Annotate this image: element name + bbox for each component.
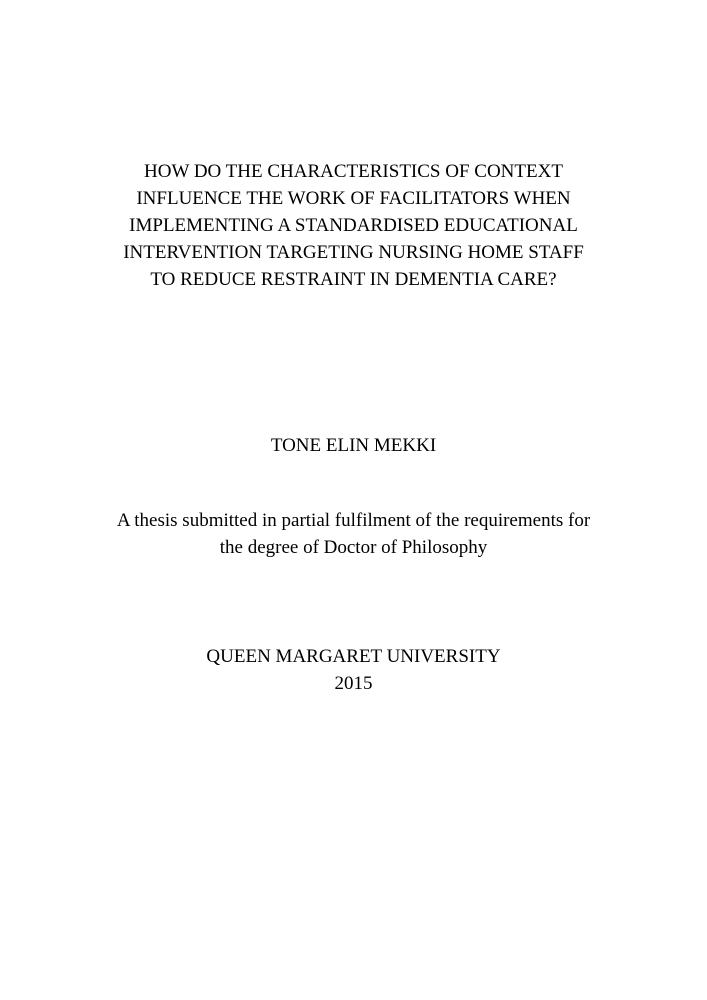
author-name [0, 432, 707, 459]
thesis-title-line: INFLUENCE THE WORK OF FACILITATORS WHEN [136, 188, 571, 209]
thesis-title-line: HOW DO THE CHARACTERISTICS OF CONTEXT [144, 161, 563, 182]
submission-statement-line: the degree of Doctor of Philosophy [219, 537, 488, 558]
thesis-title-line: INTERVENTION TARGETING NURSING HOME STAFF [123, 242, 584, 263]
submission-year: 2015 [334, 673, 373, 694]
thesis-title-line: IMPLEMENTING A STANDARDISED EDUCATIONAL [129, 215, 578, 236]
institution-block [0, 643, 707, 697]
submission-statement [0, 507, 707, 561]
thesis-title [0, 158, 707, 293]
author-name-text: TONE ELIN MEKKI [270, 435, 437, 456]
thesis-title-line: TO REDUCE RESTRAINT IN DEMENTIA CARE? [150, 269, 557, 290]
submission-statement-line: A thesis submitted in partial fulfilment of the requirements for [116, 510, 591, 531]
university-name: QUEEN MARGARET UNIVERSITY [206, 646, 501, 667]
